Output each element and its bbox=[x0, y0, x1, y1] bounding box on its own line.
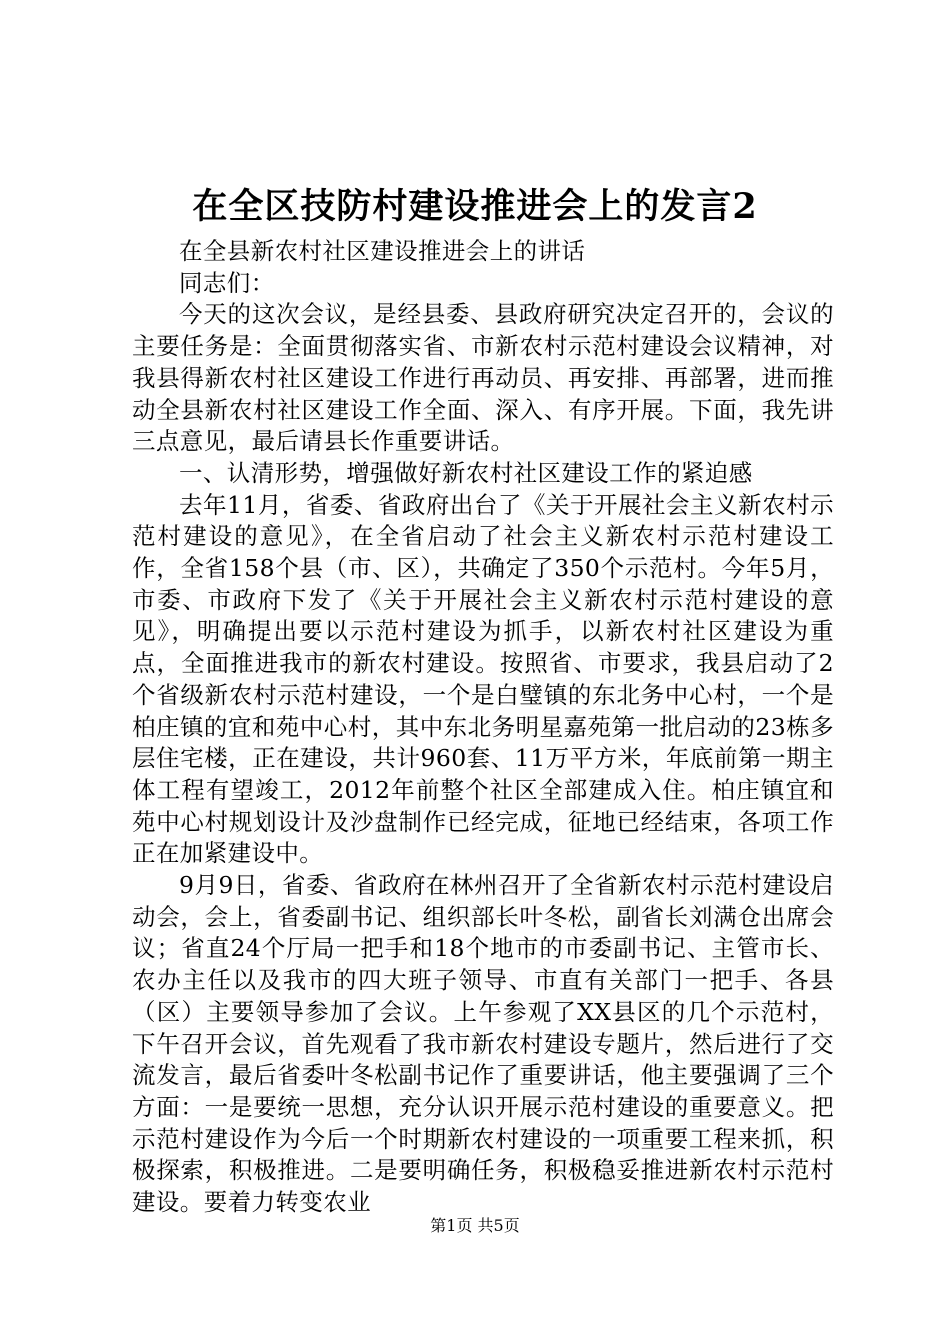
paragraph-meeting: 9月9日，省委、省政府在林州召开了全省新农村示范村建设启动会，会上，省委副书记、组织部长叶冬松，副省长刘满仓出席会议；省直24个厅局一把手和18个地市的市委副书记、主管市长、农办主任以及我市的四大班子领导、市直有关部门一把手、各县（区）主要领导参加了会议。上午参观了XX县区的几个示范村，下午召开会议，首先观看了我市新农村建设专题片，然后进行了交流发言，最后省委叶冬松副书记作了重要讲话，他主要强调了三个方面：一是要统一思想，充分认识开展示范村建设的重要意义。把示范村建设作为今后一个时期新农村建设的一项重要工程来抓，积极探索，积极推进。二是要明确任务，积极稳妥推进新农村示范村建设。要着力转变农业 bbox=[132, 871, 834, 1217]
page-number-footer: 第1页 共5页 bbox=[430, 1216, 520, 1235]
section-heading-1: 一、认清形势，增强做好新农村社区建设工作的紧迫感 bbox=[179, 458, 753, 487]
paragraph-subtitle: 在全县新农村社区建设推进会上的讲话 bbox=[179, 237, 586, 265]
paragraph-intro: 今天的这次会议，是经县委、县政府研究决定召开的，会议的主要任务是：全面贯彻落实省、市新农村示范村建设会议精神，对我县得新农村社区建设工作进行再动员、再安排、再部署，进而推动全县新农村社区建设工作全面、深入、有序开展。下面，我先讲三点意见，最后请县长作重要讲话。 bbox=[132, 300, 834, 456]
document-title: 在全区技防村建设推进会上的发言2 bbox=[192, 186, 758, 227]
document-body bbox=[132, 236, 834, 1219]
paragraph-salutation: 同志们： bbox=[179, 268, 275, 297]
paragraph-background: 去年11月，省委、省政府出台了《关于开展社会主义新农村示范村建设的意见》，在全省启动了社会主义新农村示范村建设工作，全省158个县（市、区），共确定了350个示范村。今年5月，市委、市政府下发了《关于开展社会主义新农村示范村建设的意见》，明确提出要以示范村建设为抓手，以新农村社区建设为重点，全面推进我市的新农村建设。按照省、市要求，我县启动了2个省级新农村示范村建设，一个是白璧镇的东北务中心村，一个是柏庄镇的宜和苑中心村，其中东北务明星嘉苑第一批启动的23栋多层住宅楼，正在建设，共计960套、11万平方米，年底前第一期主体工程有望竣工，2012年前整个社区全部建成入住。柏庄镇宜和苑中心村规划设计及沙盘制作已经完成，征地已经结束，各项工作正在加紧建设中。 bbox=[132, 490, 834, 868]
